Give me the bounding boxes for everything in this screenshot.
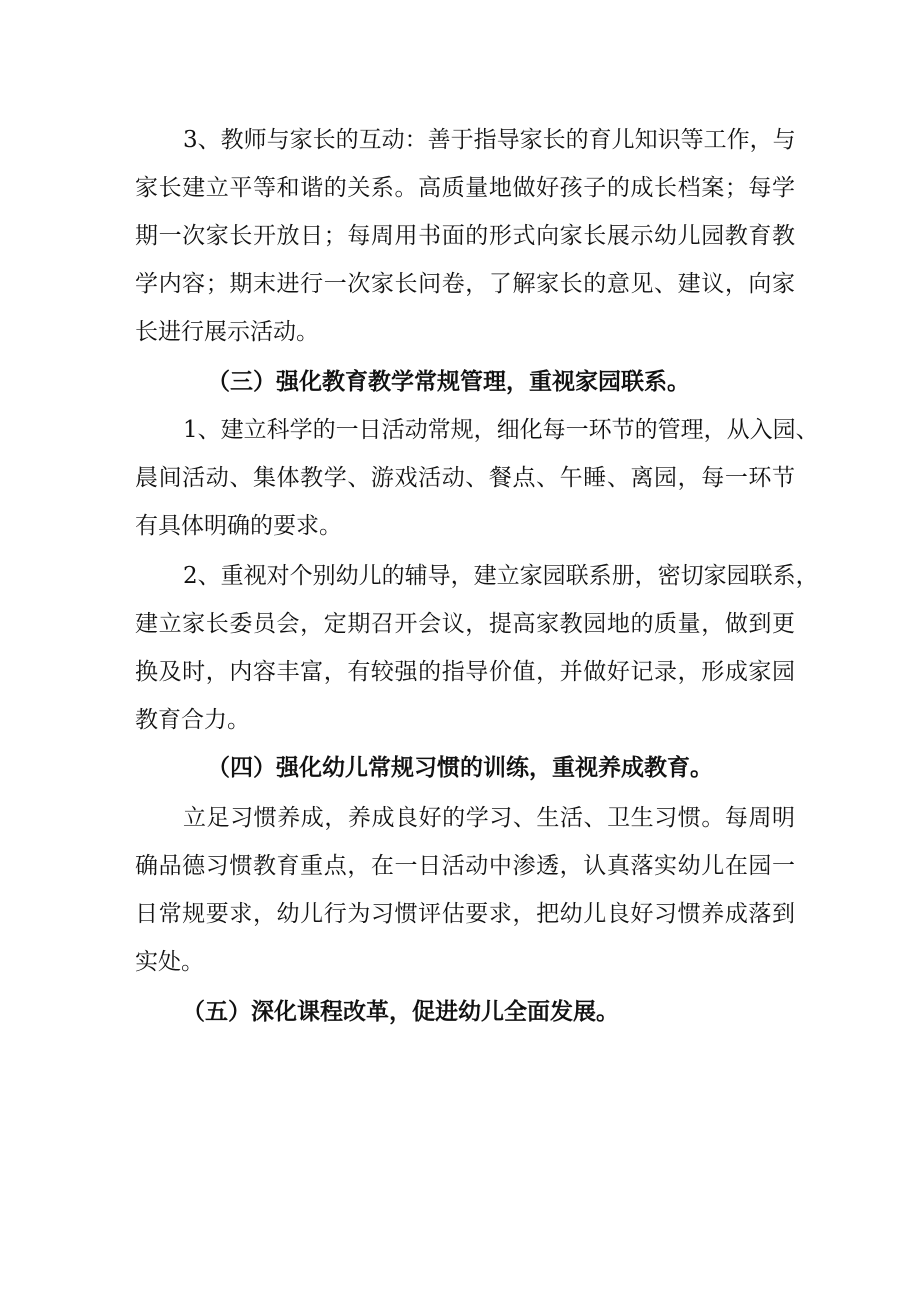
paragraph-line: 期一次家长开放日；每周用书面的形式向家长展示幼儿园教育教 — [135, 223, 795, 249]
paragraph-line: 建立家长委员会，定期召开会议，提高家教园地的质量，做到更 — [135, 611, 795, 637]
paragraph-line: 家长建立平等和谐的关系。高质量地做好孩子的成长档案；每学 — [135, 175, 795, 201]
paragraph-line: 有具体明确的要求。 — [135, 513, 342, 539]
paragraph-line: 教育合力。 — [135, 707, 250, 733]
section-heading: （三）强化教育教学常规管理，重视家园联系。 — [207, 369, 690, 395]
paragraph-line: 确品德习惯教育重点，在一日活动中渗透，认真落实幼儿在园一 — [135, 853, 795, 879]
section-heading: （五）深化课程改革，促进幼儿全面发展。 — [182, 999, 619, 1025]
paragraph-line: 1、建立科学的一日活动常规，细化每一环节的管理，从入园、 — [183, 417, 819, 443]
section-heading: （四）强化幼儿常规习惯的训练，重视养成教育。 — [207, 755, 713, 781]
paragraph-line: 日常规要求，幼儿行为习惯评估要求，把幼儿良好习惯养成落到 — [135, 901, 795, 927]
paragraph-line: 换及时，内容丰富，有较强的指导价值，并做好记录，形成家园 — [135, 659, 795, 685]
paragraph-line: 晨间活动、集体教学、游戏活动、餐点、午睡、离园，每一环节 — [135, 465, 795, 491]
paragraph-line: 2、重视对个别幼儿的辅导，建立家园联系册，密切家园联系， — [183, 563, 819, 589]
paragraph-line: 学内容；期末进行一次家长问卷，了解家长的意见、建议，向家 — [135, 271, 795, 297]
paragraph-line: 3、教师与家长的互动：善于指导家长的育儿知识等工作，与 — [183, 127, 796, 153]
paragraph-line: 实处。 — [135, 949, 204, 975]
paragraph-line: 立足习惯养成，养成良好的学习、生活、卫生习惯。每周明 — [183, 805, 795, 831]
paragraph-line: 长进行展示活动。 — [135, 319, 319, 345]
